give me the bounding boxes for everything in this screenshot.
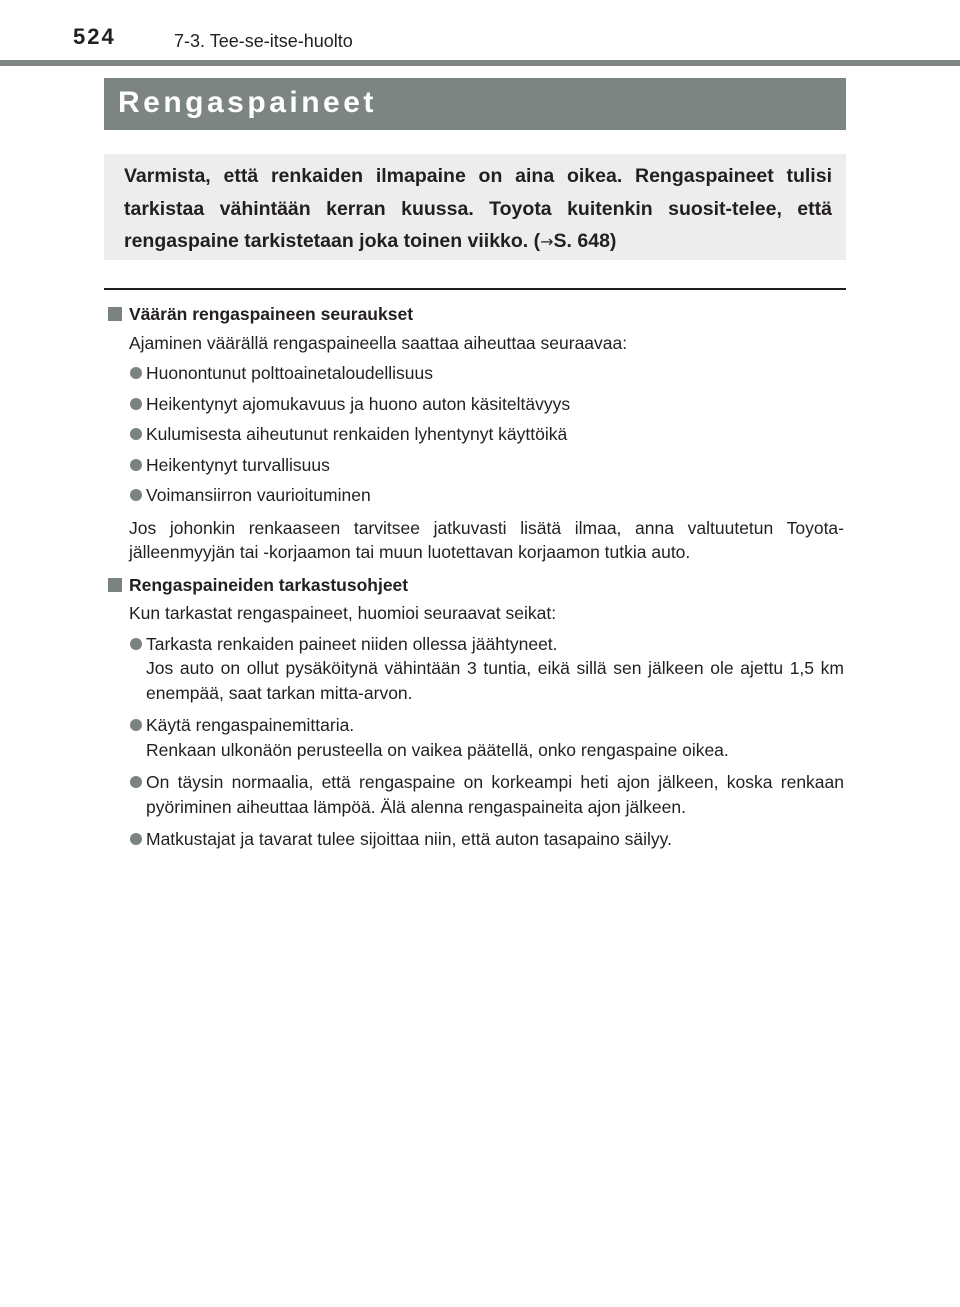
circle-bullet-icon	[130, 398, 142, 410]
square-bullet-icon	[108, 307, 122, 321]
list-item	[108, 392, 844, 417]
list-item-detail: Jos auto on ollut pysäköitynä vähintään 3 tuntia, eikä sillä sen jälkeen ole ajettu 1,5 km enempää, saat tarkan mitta-arvon.	[146, 658, 844, 703]
list-item-text: Kulumisesta aiheutunut renkaiden lyhentynyt käyttöikä	[146, 424, 568, 444]
title-band	[104, 78, 846, 130]
circle-bullet-icon	[130, 638, 142, 650]
section-heading	[108, 302, 844, 327]
section-divider	[104, 288, 846, 290]
list-item	[108, 770, 844, 819]
list-item	[108, 453, 844, 478]
list-item-text: Tarkasta renkaiden paineet niiden ollessa jäähtyneet.	[146, 633, 558, 654]
list-item	[108, 422, 844, 447]
page-number: 524	[73, 24, 116, 49]
section-heading-text: Rengaspaineiden tarkastusohjeet	[129, 574, 409, 595]
circle-bullet-icon	[130, 428, 142, 440]
circle-bullet-icon	[130, 776, 142, 788]
list-item	[108, 632, 844, 706]
section-heading-text: Väärän rengaspaineen seuraukset	[129, 304, 414, 324]
page-title: Rengaspaineet	[118, 86, 377, 119]
circle-bullet-icon	[130, 367, 142, 379]
list-item-text: On täysin normaalia, että rengaspaine on korkeampi heti ajon jälkeen, koska renkaan pyöriminen aiheuttaa lämpöä. Älä alenna rengaspaineita ajon jälkeen.	[146, 772, 844, 817]
intro-page-ref: S. 648)	[553, 230, 617, 252]
intro-box	[104, 154, 846, 260]
list-item-text: Heikentynyt ajomukavuus ja huono auton käsiteltävyys	[146, 393, 571, 414]
list-item-text: Matkustajat ja tavarat tulee sijoittaa niin, että auton tasapaino säilyy.	[146, 829, 672, 849]
list-item-text: Voimansiirron vaurioituminen	[146, 485, 371, 505]
list-item	[108, 827, 844, 852]
list-item	[108, 713, 844, 762]
circle-bullet-icon	[130, 719, 142, 731]
section-breadcrumb: 7-3. Tee-se-itse-huolto	[174, 31, 353, 51]
section-intro: Ajaminen väärällä rengaspaineella saattaa aiheuttaa seuraavaa:	[129, 332, 628, 353]
list-item	[108, 483, 844, 508]
main-content	[108, 302, 844, 852]
section-heading	[108, 573, 844, 598]
list-item-detail: Renkaan ulkonäön perusteella on vaikea päätellä, onko rengaspaine oikea.	[146, 739, 729, 760]
list-item-text: Huonontunut polttoainetaloudellisuus	[146, 363, 434, 383]
intro-body: Varmista, että renkaiden ilmapaine on aina oikea. Rengaspaineet tulisi tarkistaa vähintään kerran kuussa. Toyota kuitenkin suosit-telee, että rengaspaine tarkistetaan joka toinen viikko. (	[124, 165, 832, 252]
header-rule	[0, 60, 960, 66]
intro-text	[124, 160, 832, 259]
square-bullet-icon	[108, 578, 122, 592]
section-closing: Jos johonkin renkaaseen tarvitsee jatkuvasti lisätä ilmaa, anna valtuutetun Toyota-jälleenmyyjän tai -korjaamon tai muun luotettavan korjaamon tutkia auto.	[129, 517, 844, 562]
circle-bullet-icon	[130, 833, 142, 845]
circle-bullet-icon	[130, 459, 142, 471]
arrow-icon: →	[540, 232, 554, 251]
circle-bullet-icon	[130, 489, 142, 501]
list-item	[108, 361, 844, 386]
list-item-text: Heikentynyt turvallisuus	[146, 454, 330, 475]
list-item-text: Käytä rengaspainemittaria.	[146, 715, 355, 735]
section-intro: Kun tarkastat rengaspaineet, huomioi seuraavat seikat:	[129, 603, 557, 623]
